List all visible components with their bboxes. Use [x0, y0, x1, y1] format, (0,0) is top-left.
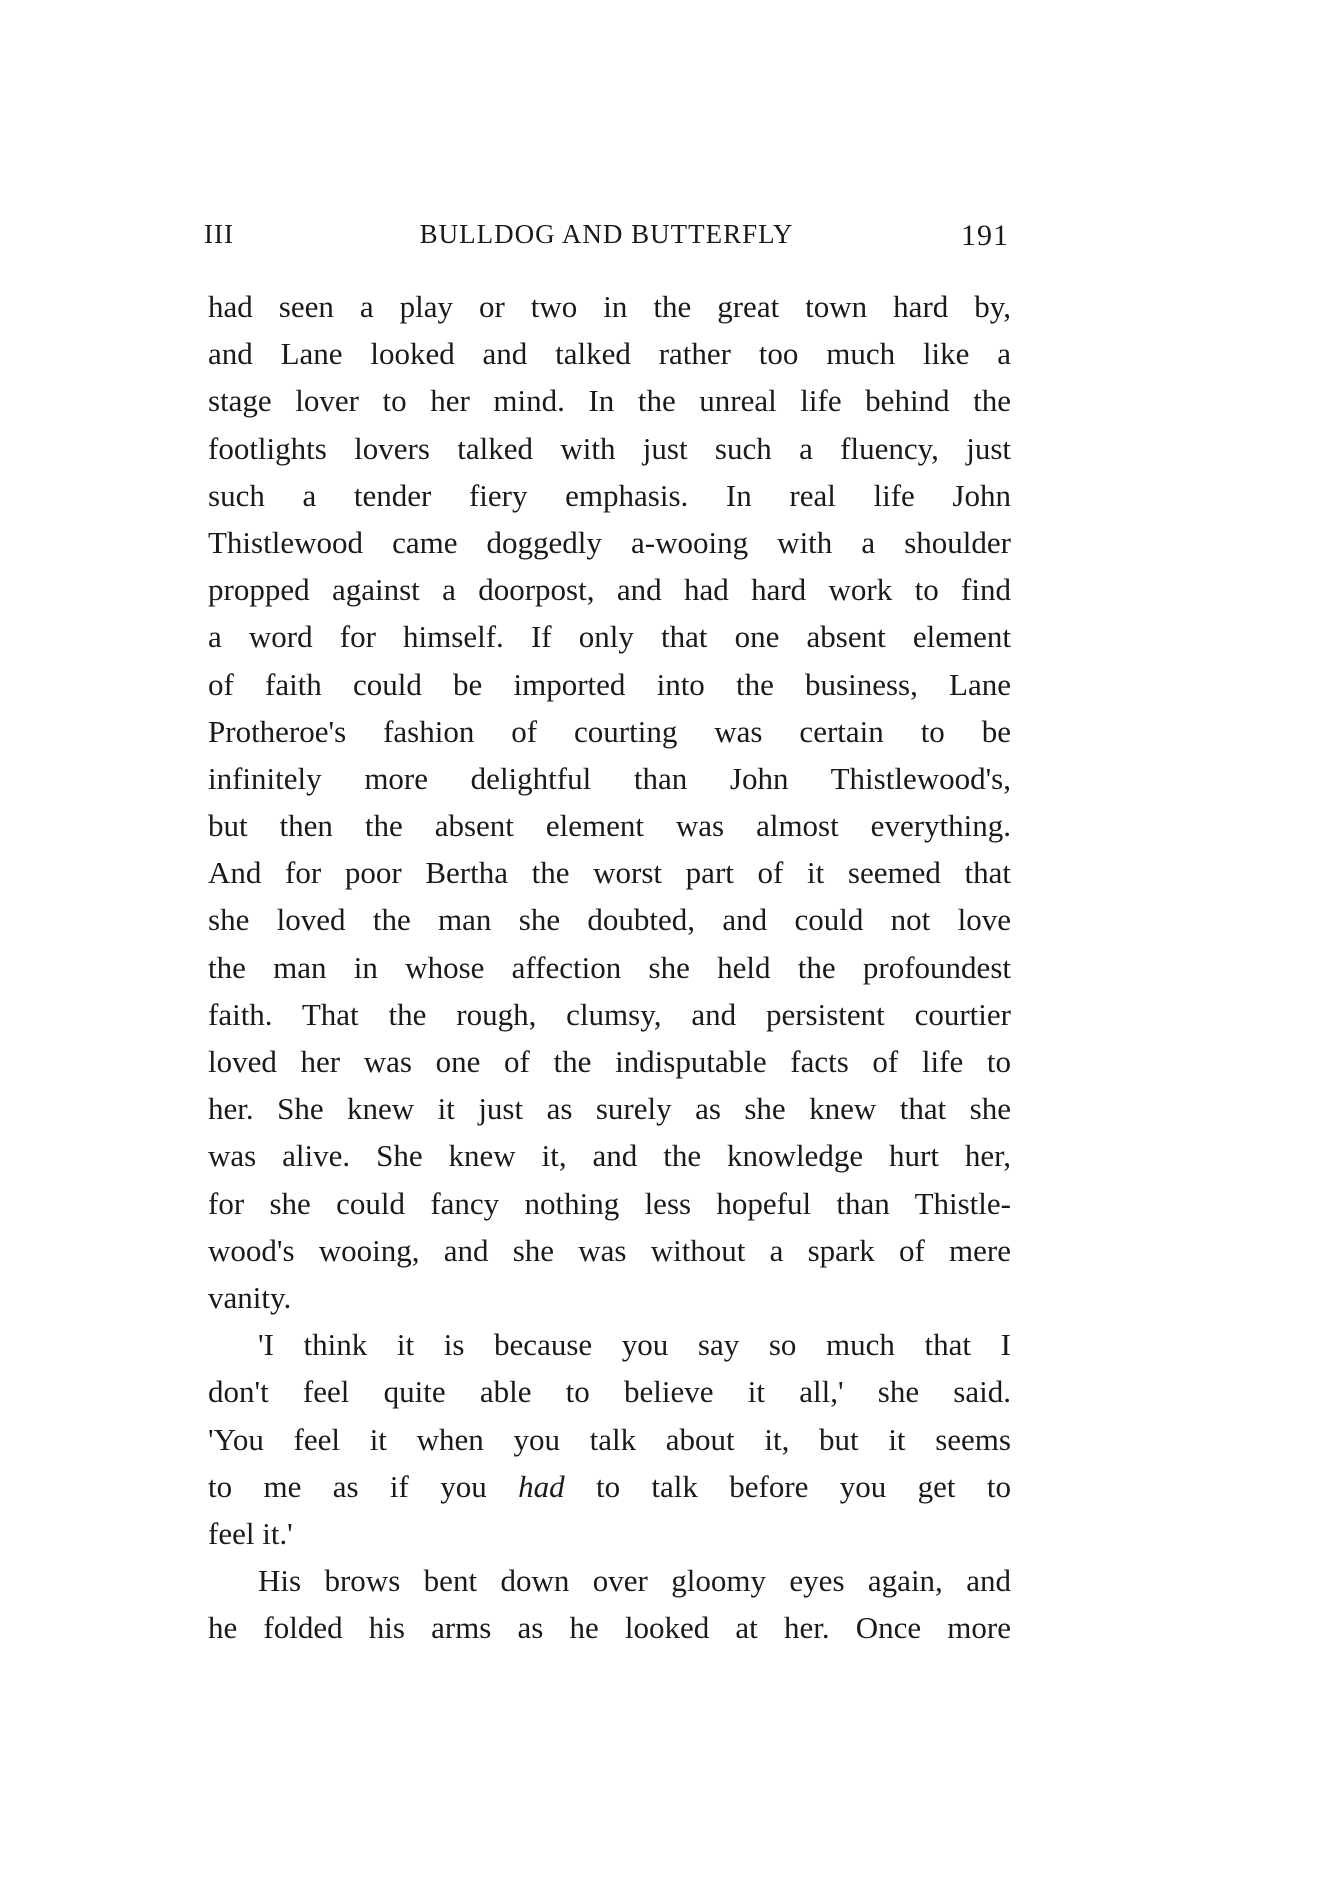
- text-line: feel it.': [208, 1515, 293, 1551]
- text-line: and Lane looked and talked rather too much like a: [208, 336, 1011, 372]
- page-number: 191: [961, 219, 1009, 252]
- text-line: 'You feel it when you talk about it, but it seems: [208, 1421, 1011, 1457]
- text-line: she loved the man she doubted, and could not love: [208, 902, 1011, 938]
- emphasized-word: had: [518, 1468, 565, 1504]
- text-line: was alive. She knew it, and the knowledge hurt her,: [208, 1138, 1011, 1174]
- text-line: propped against a doorpost, and had hard work to find: [208, 572, 1011, 608]
- text-line: Protheroe's fashion of courting was certain to be: [208, 713, 1011, 749]
- text-line: of faith could be imported into the business, Lane: [208, 666, 1011, 702]
- text-line: 'I think it is because you say so much that I: [258, 1327, 1011, 1363]
- running-title: BULLDOG AND BUTTERFLY: [419, 219, 794, 249]
- text-segment: to talk before you get to: [595, 1468, 1012, 1504]
- text-line: stage lover to her mind. In the unreal life behind the: [208, 383, 1011, 419]
- text-segment: to me as if you: [208, 1468, 487, 1504]
- text-line-with-emphasis: [208, 1463, 1011, 1510]
- text-line: vanity.: [208, 1279, 292, 1315]
- text-line: such a tender fiery emphasis. In real life John: [208, 477, 1011, 513]
- text-line: faith. That the rough, clumsy, and persistent courtier: [208, 996, 1011, 1032]
- text-line: had seen a play or two in the great town hard by,: [208, 289, 1011, 324]
- running-header: [204, 219, 1009, 259]
- text-line: infinitely more delightful than John Thistlewood's,: [208, 760, 1011, 796]
- chapter-number: III: [204, 219, 234, 249]
- text-line: His brows bent down over gloomy eyes again, and: [258, 1563, 1011, 1599]
- text-line: loved her was one of the indisputable facts of life to: [208, 1044, 1011, 1079]
- text-line: don't feel quite able to believe it all,' she said.: [208, 1374, 1011, 1410]
- text-line: Thistlewood came doggedly a-wooing with a shoulder: [208, 524, 1011, 560]
- text-line: the man in whose affection she held the profoundest: [208, 949, 1011, 985]
- text-line: a word for himself. If only that one absent element: [208, 619, 1011, 655]
- text-line: And for poor Bertha the worst part of it seemed that: [208, 855, 1011, 891]
- text-line: wood's wooing, and she was without a spark of mere: [208, 1232, 1011, 1268]
- text-line: he folded his arms as he looked at her. Once more: [208, 1610, 1011, 1646]
- page-body: [208, 283, 1011, 1651]
- text-line: her. She knew it just as surely as she knew that she: [208, 1091, 1011, 1127]
- text-line: but then the absent element was almost everything.: [208, 808, 1011, 844]
- text-line: footlights lovers talked with just such a fluency, just: [208, 430, 1011, 466]
- text-line: for she could fancy nothing less hopeful than Thistle-: [208, 1185, 1011, 1221]
